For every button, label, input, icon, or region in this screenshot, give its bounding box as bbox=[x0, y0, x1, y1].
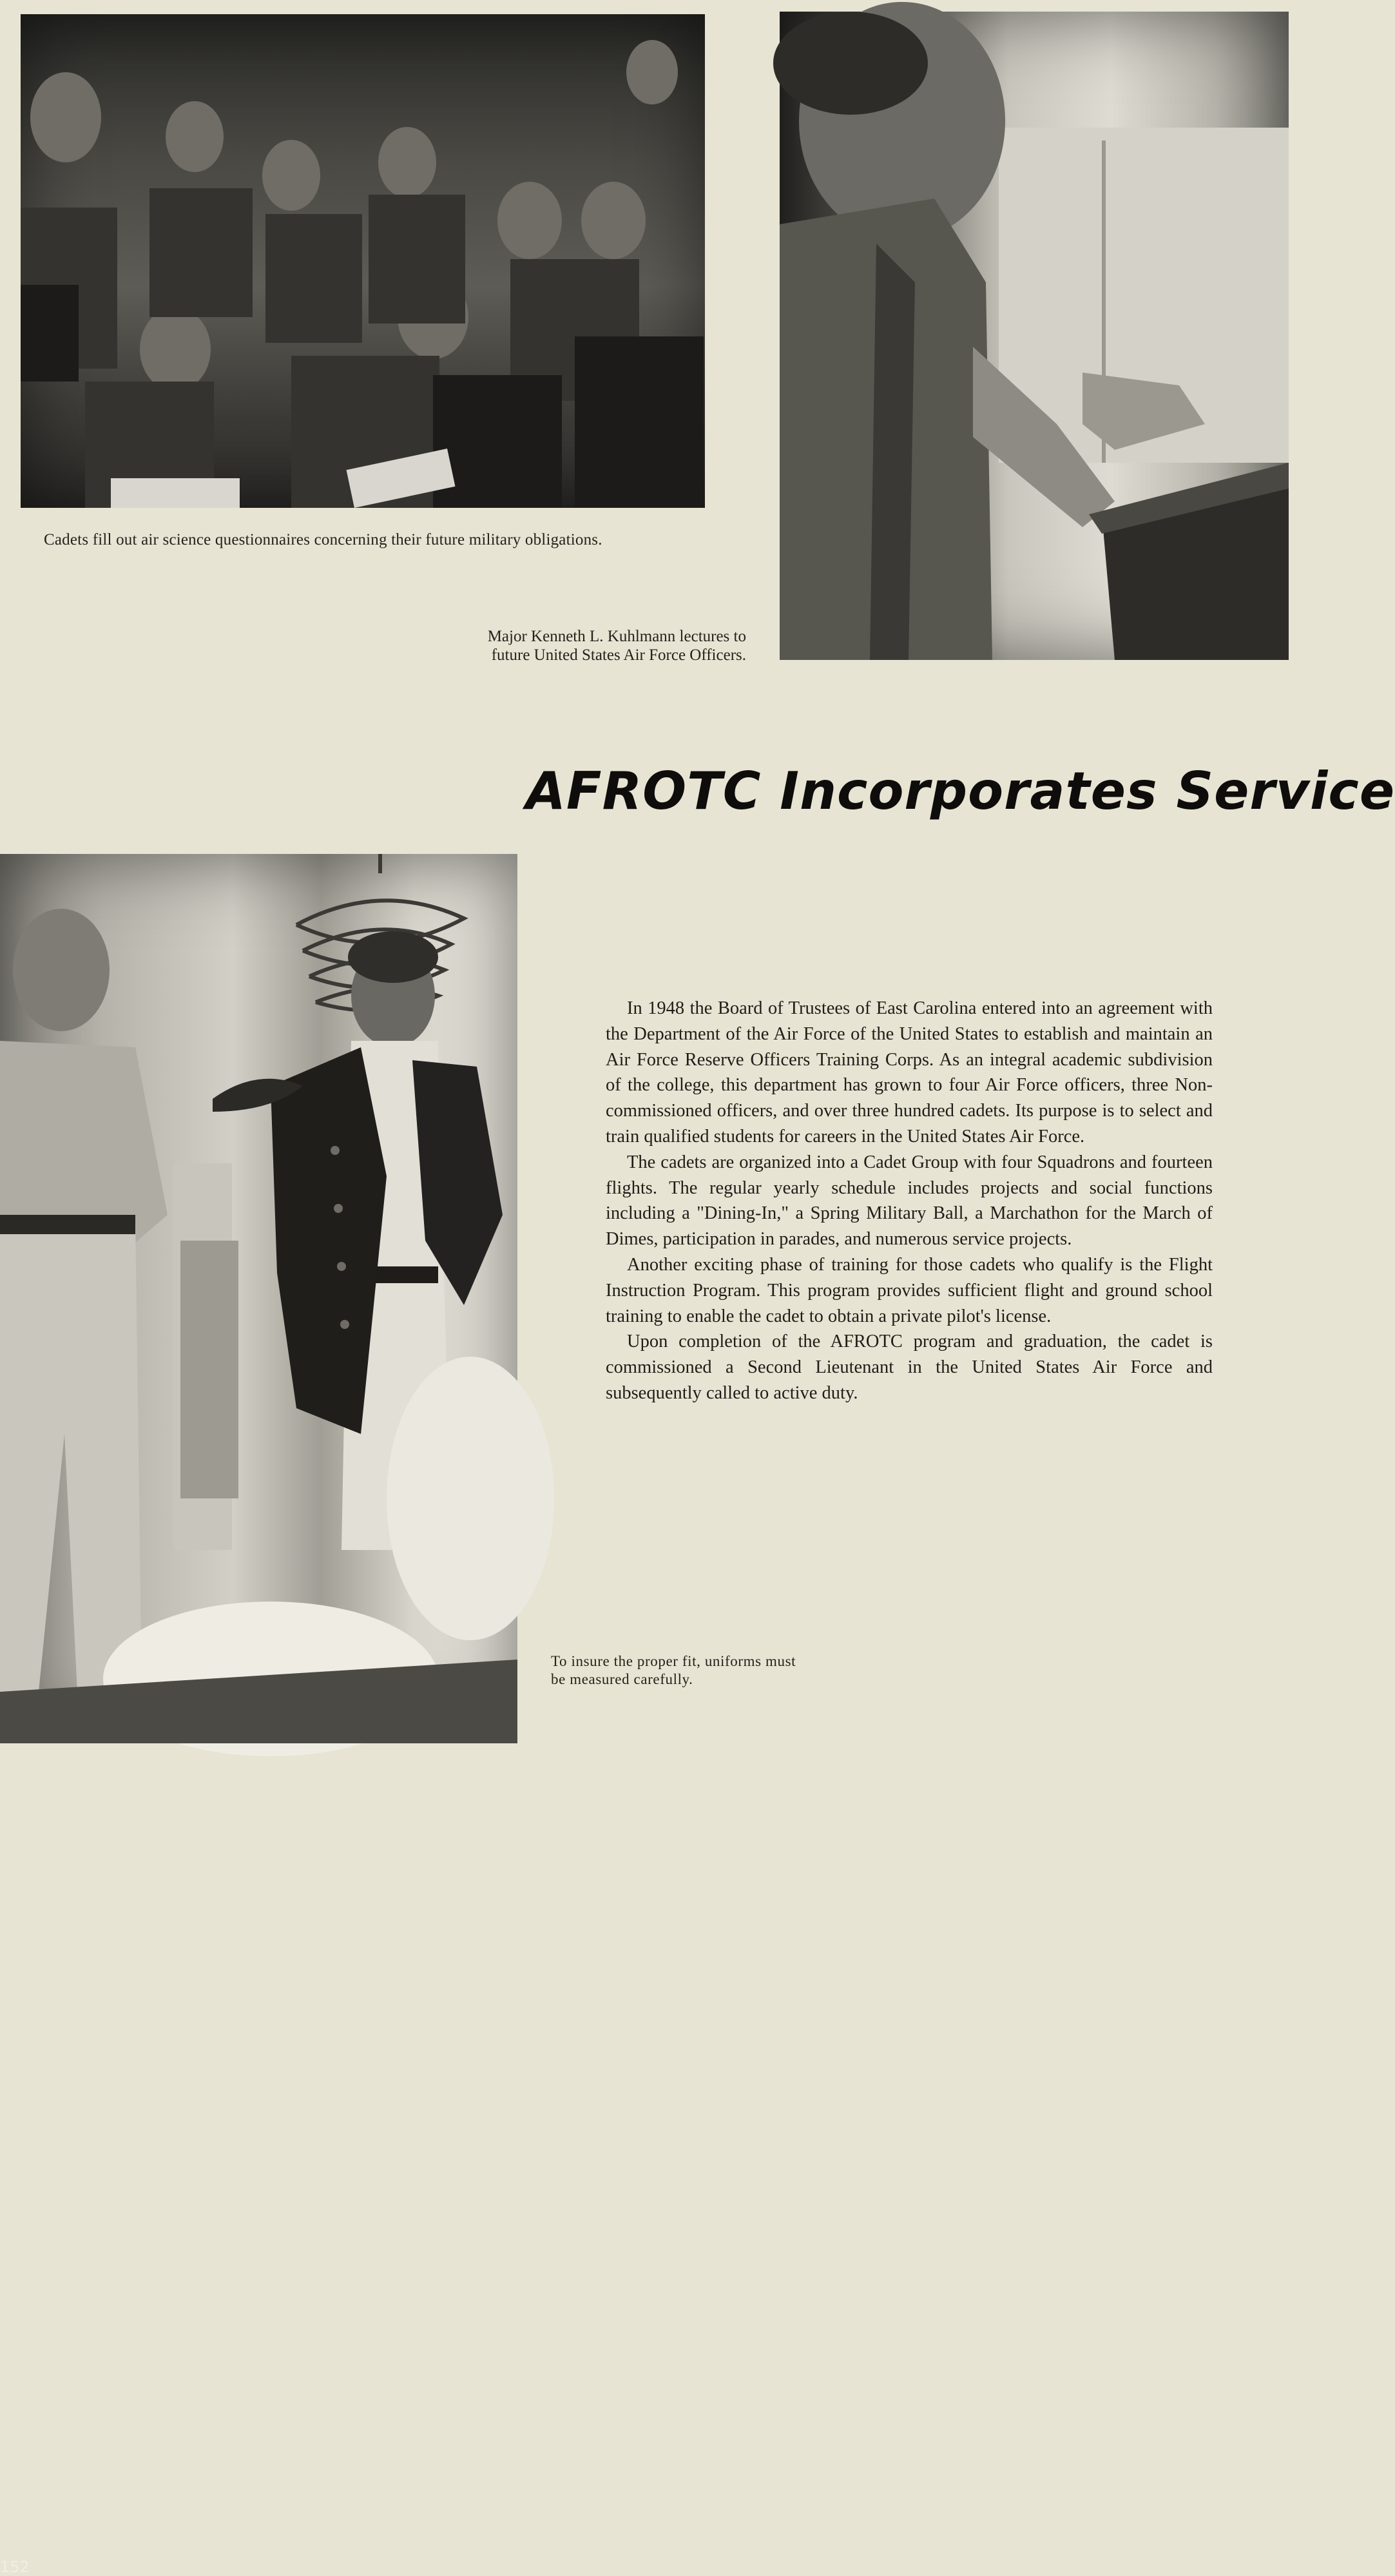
lecturer-caption-line-1: Major Kenneth L. Kuhlmann lectures to bbox=[487, 628, 746, 645]
lecturer-caption-line-2: future United States Air Force Officers. bbox=[491, 646, 746, 664]
cadets-photo-caption: Cadets fill out air science questionnaires concerning their future military obligations. bbox=[44, 531, 602, 548]
cadets-photo-illustration bbox=[21, 14, 705, 508]
article-paragraph: The cadets are organized into a Cadet Group with four Squadrons and fourteen flights. The regular yearly schedule includes projects and social functions including a "Dining-In," a Spring Military Ball, a Marchathon for the March of Dimes, participation in parades, and numerous service projects. bbox=[606, 1152, 1213, 1250]
lecturer-photo-caption bbox=[443, 627, 746, 664]
uniform-fitting-photo bbox=[0, 854, 517, 2576]
lecturer-photo-illustration bbox=[780, 12, 1289, 660]
uniform-caption-line-1: To insure the proper fit, uniforms must bbox=[551, 1653, 796, 1669]
article-paragraph: In 1948 the Board of Trustees of East Carolina entered into an agreement with the Department of the Air Force of the United States to establish and maintain an Air Force Reserve Officers Training Corps. As an integral academic subdivision of the college, this department has grown to four Air Force officers, three Non-commissioned officers, and over three hundred cadets. Its purpose is to select and train qualified students for careers in the United States Air Force. bbox=[606, 998, 1213, 1147]
page-headline: AFROTC Incorporates Service bbox=[526, 761, 1395, 821]
article-body bbox=[606, 996, 1213, 1406]
uniform-caption-line-2: be measured carefully. bbox=[551, 1671, 693, 1687]
article-paragraph: Upon completion of the AFROTC program and graduation, the cadet is commissioned a Second Lieutenant in the United States Air Force and subsequently called to active duty. bbox=[606, 1332, 1213, 1403]
uniform-photo-illustration bbox=[0, 854, 517, 1743]
article-paragraph: Another exciting phase of training for those cadets who qualify is the Flight Instruction Program. This program provides sufficient flight and ground school training to enable the cadet to obtain a private pilot's license. bbox=[606, 1254, 1213, 1326]
page-number: 152 bbox=[0, 2558, 30, 2576]
cadets-classroom-photo bbox=[21, 14, 705, 508]
uniform-photo-caption bbox=[551, 1652, 873, 1689]
lecturer-photo bbox=[780, 12, 1289, 660]
